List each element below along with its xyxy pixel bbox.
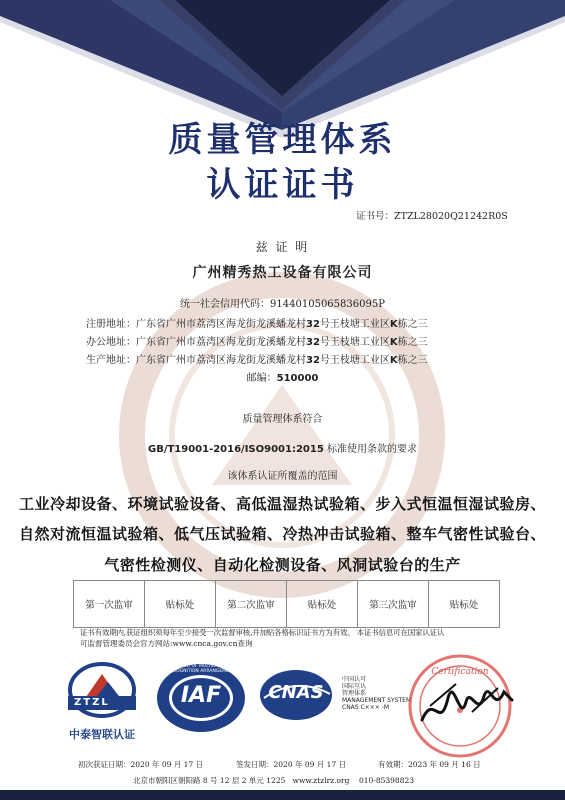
postcode <box>0 369 565 384</box>
cnas-cn-line: 国际互认 <box>342 683 367 690</box>
address-text: 号王枝塘工业区 <box>319 337 390 348</box>
address-block: K <box>389 355 398 366</box>
address-text: 号王枝塘工业区 <box>319 355 390 366</box>
validity-note: 可监督管理委员会官方网站:www.cnca.gov.cn查询 <box>80 639 253 648</box>
cert-no-label: 证书号： <box>356 211 395 222</box>
standard-code: GB/T19001-2016/ISO9001:2015 <box>147 444 324 455</box>
standard-suffix: 标准使用条款的要求 <box>327 444 417 455</box>
certificate-number <box>356 208 508 222</box>
credit-code-value: 91440105065836095P <box>270 299 385 310</box>
valid-until-date <box>378 759 481 770</box>
footer-address: 北京市朝阳区朝阳路 8 号 12 层 2 单元 1225 <box>133 776 286 785</box>
date-value: 2020 年 09 月 17 日 <box>273 760 347 769</box>
cnas-cn-line: 管理体系 <box>342 690 367 697</box>
address-number: 32 <box>306 319 320 330</box>
sticker-slot: 贴标处 <box>145 581 216 628</box>
conformity-text: 质量管理体系符合 <box>242 414 323 425</box>
audit-label: 第二次监审 <box>216 581 287 628</box>
registered-address <box>86 315 428 330</box>
cnas-logo <box>258 668 334 722</box>
ztzl-text: ZTZL <box>74 697 110 708</box>
sticker-slot: 贴标处 <box>287 581 358 628</box>
date-label: 签发日期： <box>236 760 274 769</box>
issue-date <box>236 759 346 770</box>
credit-code-label: 统一社会信用代码： <box>180 299 271 310</box>
date-label: 初次获证日期： <box>78 760 131 769</box>
seal-text: Certification <box>431 667 489 677</box>
cnas-caption <box>342 676 411 711</box>
first-issue-date <box>78 759 203 770</box>
ztzl-name: 中泰智联认证 <box>69 728 135 741</box>
cnas-cn-line: 中国认可 <box>342 676 367 683</box>
office-address <box>86 333 428 348</box>
certificate-title-line1: 质量管理体系 <box>168 120 397 160</box>
cnas-en-line: CNAS C××× -M <box>342 704 390 711</box>
audit-label: 第三次监审 <box>358 581 429 628</box>
certificate-title-line2: 认证证书 <box>206 165 359 205</box>
address-text: 号王枝塘工业区 <box>319 319 390 330</box>
scope-line: 气密性检测仪、自动化检测设备、风洞试验台的生产 <box>104 556 461 574</box>
cert-no-value: ZTZL28020Q21242R0S <box>394 211 508 222</box>
audit-sticker-table <box>73 580 500 628</box>
iaf-logo <box>155 662 247 734</box>
address-text: 栋之三 <box>397 355 428 366</box>
certify-heading: 兹 证 明 <box>255 240 310 254</box>
address-label: 注册地址： <box>86 319 136 330</box>
address-text: 广东省广州市荔湾区海龙街龙溪蟠龙村 <box>136 337 306 348</box>
address-label: 办公地址： <box>86 337 136 348</box>
signature <box>412 662 522 742</box>
cnas-en-line: MANAGEMENT SYSTEM <box>342 697 412 704</box>
address-number: 32 <box>306 355 320 366</box>
postcode-value: 510000 <box>276 373 319 384</box>
address-block: K <box>389 337 398 348</box>
sticker-slot: 贴标处 <box>429 581 500 628</box>
address-text: 广东省广州市荔湾区海龙街龙溪蟠龙村 <box>136 355 306 366</box>
address-text: 广东省广州市荔湾区海龙街龙溪蟠龙村 <box>136 319 306 330</box>
footer-contact <box>133 775 414 786</box>
address-block: K <box>389 319 398 330</box>
ztzl-logo <box>60 660 144 740</box>
production-address <box>86 351 428 366</box>
standard-line <box>0 440 565 455</box>
validity-note: 证书有效期内,获证组织须每年至少接受一次监督审核,并加贴各格标识证书方为有效。 本证书信息可在国家认证认 <box>80 628 445 637</box>
address-label: 生产地址： <box>86 355 136 366</box>
address-text: 栋之三 <box>397 337 428 348</box>
date-value: 2023 年 09 月 16 日 <box>408 760 481 769</box>
address-text: 栋之三 <box>397 319 428 330</box>
footer-phone: 010-85398823 <box>358 776 415 785</box>
postcode-label: 邮编： <box>246 373 277 384</box>
scope-label: 该体系认证所覆盖的范围 <box>227 471 338 482</box>
iaf-ring-text: MEMBER OF MULTILATERAL RECOGNITION ARRANGEMENT <box>166 664 235 674</box>
date-label: 有效期： <box>378 760 408 769</box>
scope-line: 工业冷却设备、环境试验设备、高低温湿热试验箱、步入式恒温恒湿试验房、 <box>18 495 546 513</box>
credit-code <box>0 295 565 310</box>
address-number: 32 <box>306 337 320 348</box>
footer-band <box>0 788 565 800</box>
ztzl-emblem-icon <box>60 660 144 722</box>
cnas-text: CNAS <box>268 682 324 703</box>
scope-line: 自然对流恒温试验箱、低气压试验箱、冷热冲击试验箱、整车气密性试验台、 <box>18 525 546 543</box>
audit-label: 第一次监审 <box>74 581 145 628</box>
company-name: 广州精秀热工设备有限公司 <box>192 265 373 281</box>
date-value: 2020 年 09 月 17 日 <box>130 760 204 769</box>
footer-website[interactable]: www.ztzlrz.org <box>292 776 350 785</box>
iaf-text: IAF <box>180 683 222 708</box>
